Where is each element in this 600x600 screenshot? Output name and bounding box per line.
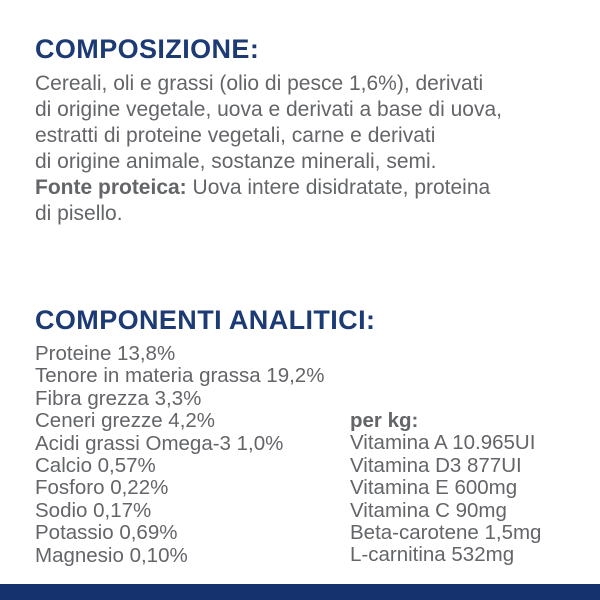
vitamin-item: Vitamina A 10.965UI — [350, 431, 536, 455]
analytical-item: Fibra grezza 3,3% — [35, 386, 202, 410]
analytical-item: Magnesio 0,10% — [35, 543, 188, 567]
analytical-left-list — [35, 343, 324, 567]
analytical-item: Calcio 0,57% — [35, 454, 156, 478]
composition-lines — [35, 71, 502, 175]
vitamin-item: Vitamina C 90mg — [350, 498, 507, 522]
composition-paragraph — [35, 71, 502, 227]
analytical-item: Fosforo 0,22% — [35, 476, 169, 500]
composition-heading: COMPOSIZIONE: — [35, 34, 260, 64]
composition-line: di origine vegetale, uova e derivati a base di uova, — [35, 98, 502, 121]
per-kg-block — [350, 410, 541, 567]
analytical-heading: COMPONENTI ANALITICI: — [35, 305, 376, 335]
analytical-item: Acidi grassi Omega-3 1,0% — [35, 431, 284, 455]
analytical-item: Potassio 0,69% — [35, 521, 178, 545]
vitamin-item: Beta-carotene 1,5mg — [350, 521, 542, 545]
composition-line: Cereali, oli e grassi (olio di pesce 1,6%), derivati — [35, 72, 484, 95]
vitamin-item: Vitamina E 600mg — [350, 476, 518, 500]
footer-bar — [0, 584, 600, 600]
protein-source-label: Fonte proteica: — [35, 176, 187, 199]
per-kg-heading: per kg: — [350, 409, 419, 432]
composition-protein-line — [35, 175, 502, 201]
vitamin-list — [350, 432, 541, 566]
analytical-item: Tenore in materia grassa 19,2% — [35, 364, 325, 388]
composition-line: di origine animale, sostanze minerali, semi. — [35, 150, 437, 173]
protein-source-text: Uova intere disidratate, proteina — [192, 176, 491, 199]
analytical-item: Ceneri grezze 4,2% — [35, 409, 216, 433]
analytical-item: Sodio 0,17% — [35, 498, 152, 522]
analytical-item: Proteine 13,8% — [35, 342, 176, 365]
vitamin-item: L-carnitina 532mg — [350, 543, 515, 567]
composition-protein-line2: di pisello. — [35, 202, 123, 225]
composition-line: estratti di proteine vegetali, carne e derivati — [35, 124, 436, 147]
vitamin-item: Vitamina D3 877UI — [350, 453, 522, 477]
